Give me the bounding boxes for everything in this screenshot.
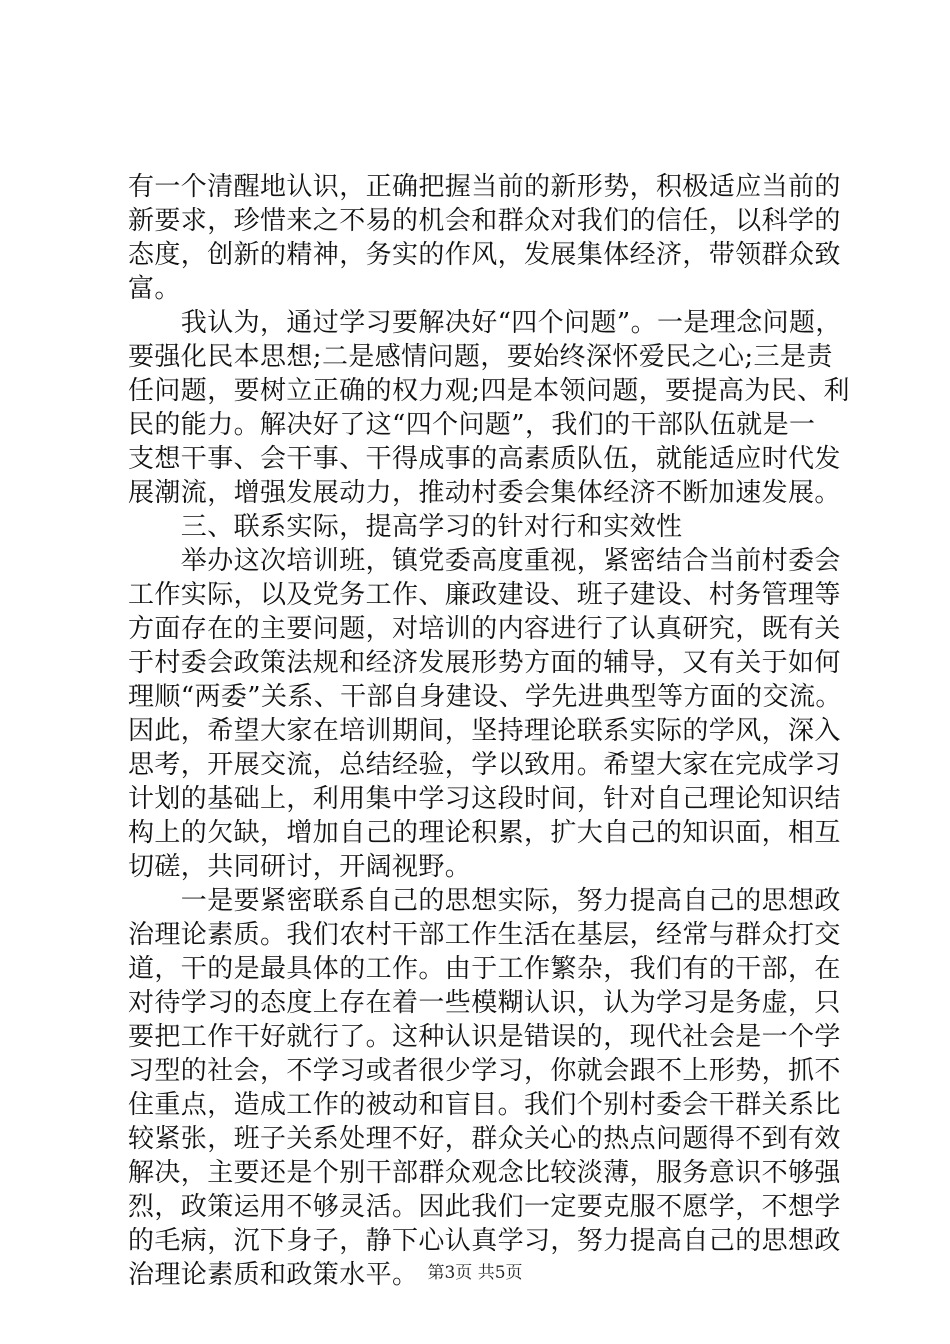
page-number-footer: 第3页 共5页	[427, 1263, 523, 1283]
text-line: 一是要紧密联系自己的思想实际，努力提高自己的思想政	[128, 886, 841, 916]
text-line: 要强化民本思想;二是感情问题，要始终深怀爱民之心;三是责	[128, 342, 833, 372]
text-line: 工作实际，以及党务工作、廉政建设、班子建设、村务管理等	[128, 580, 841, 610]
text-line: 思考，开展交流，总结经验，学以致用。希望大家在完成学习	[128, 750, 841, 780]
text-line: 理顺“两委”关系、干部自身建设、学先进典型等方面的交流。	[128, 682, 842, 712]
text-line: 解决，主要还是个别干部群众观念比较淡薄，服务意识不够强	[128, 1158, 841, 1188]
text-line: 有一个清醒地认识，正确把握当前的新形势，积极适应当前的	[128, 172, 841, 202]
text-line: 展潮流，增强发展动力，推动村委会集体经济不断加速发展。	[128, 478, 841, 508]
text-line: 富。	[128, 274, 181, 304]
text-line: 因此，希望大家在培训期间，坚持理论联系实际的学风，深入	[128, 716, 841, 746]
text-line: 切磋，共同研讨，开阔视野。	[128, 852, 472, 882]
text-line: 支想干事、会干事、干得成事的高素质队伍，就能适应时代发	[128, 444, 841, 474]
document-body	[128, 170, 850, 1292]
text-line: 计划的基础上，利用集中学习这段时间，针对自己理论知识结	[128, 784, 841, 814]
text-line: 对待学习的态度上存在着一些模糊认识，认为学习是务虚，只	[128, 988, 841, 1018]
text-line: 烈，政策运用不够灵活。因此我们一定要克服不愿学，不想学	[128, 1192, 841, 1222]
text-line: 方面存在的主要问题，对培训的内容进行了认真研究，既有关	[128, 614, 841, 644]
text-line: 于村委会政策法规和经济发展形势方面的辅导，又有关于如何	[128, 648, 841, 678]
text-line: 要把工作干好就行了。这种认识是错误的，现代社会是一个学	[128, 1022, 841, 1052]
text-line: 构上的欠缺，增加自己的理论积累，扩大自己的知识面，相互	[128, 818, 841, 848]
text-line: 习型的社会，不学习或者很少学习，你就会跟不上形势，抓不	[128, 1056, 841, 1086]
text-line: 治理论素质。我们农村干部工作生活在基层，经常与群众打交	[128, 920, 841, 950]
text-line: 较紧张，班子关系处理不好，群众关心的热点问题得不到有效	[128, 1124, 841, 1154]
section-heading: 三、联系实际，提高学习的针对行和实效性	[128, 512, 683, 542]
text-line: 道，干的是最具体的工作。由于工作繁杂，我们有的干部，在	[128, 954, 841, 984]
text-line: 我认为，通过学习要解决好“四个问题”。一是理念问题，	[128, 308, 842, 338]
text-line: 举办这次培训班，镇党委高度重视，紧密结合当前村委会	[128, 546, 841, 576]
text-line: 治理论素质和政策水平。	[128, 1260, 419, 1290]
text-line: 态度，创新的精神，务实的作风，发展集体经济，带领群众致	[128, 240, 841, 270]
text-line: 住重点，造成工作的被动和盲目。我们个别村委会干群关系比	[128, 1090, 841, 1120]
text-line: 的毛病，沉下身子，静下心认真学习，努力提高自己的思想政	[128, 1226, 841, 1256]
text-line: 任问题，要树立正确的权力观;四是本领问题，要提高为民、利	[128, 376, 850, 406]
text-line: 新要求，珍惜来之不易的机会和群众对我们的信任，以科学的	[128, 206, 841, 236]
text-line: 民的能力。解决好了这“四个问题”，我们的干部队伍就是一	[128, 410, 816, 440]
